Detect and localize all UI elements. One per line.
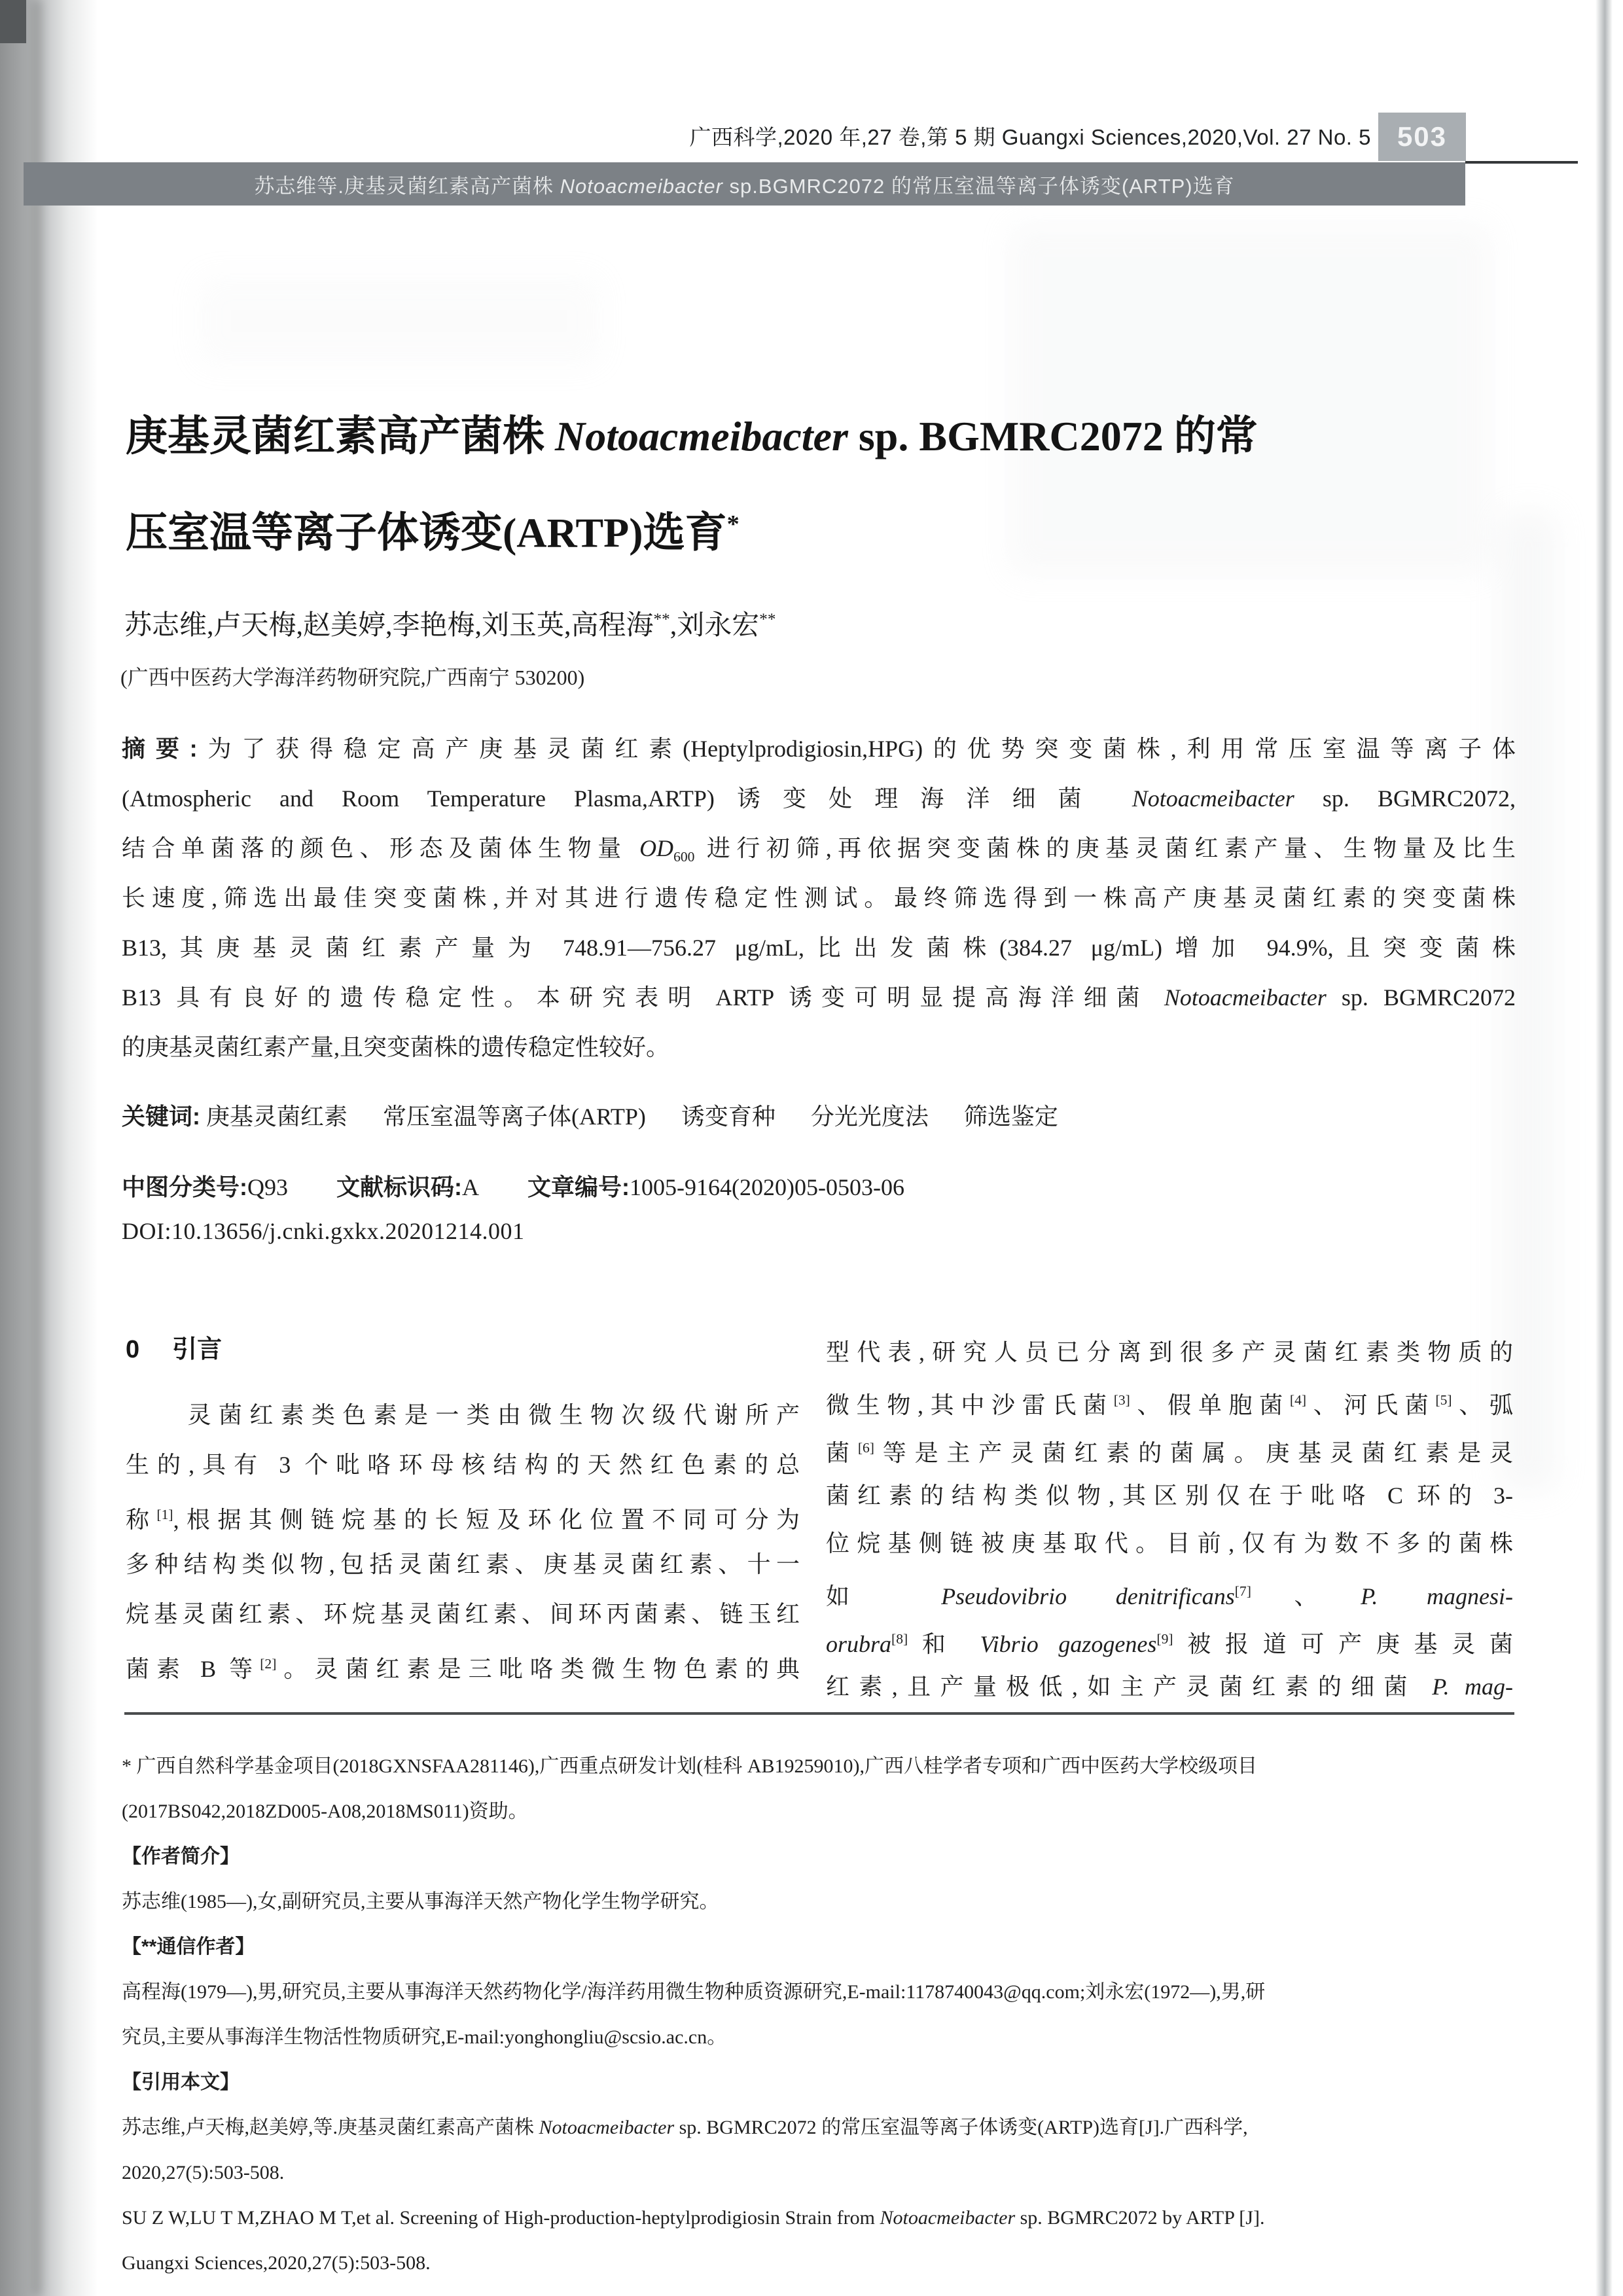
body-line: 微生物,其中沙雷氏菌[3]、假单胞菌[4]、河氏菌[5]、弧	[826, 1392, 1513, 1418]
body-right-column	[826, 1329, 1513, 1711]
scan-corner-mark	[0, 0, 26, 43]
keywords-items	[206, 1103, 1094, 1130]
body-line: 称[1],根据其侧链烷基的长短及环化位置不同可分为	[126, 1507, 800, 1533]
header-rule	[1465, 161, 1578, 164]
abstract-line: 结合单菌落的颜色、形态及菌体生物量 $OD_{600}$ 进行初筛,再依据突变菌株的庚基灵菌红素产量、生物量及比生	[122, 835, 1516, 865]
footnotes-block	[122, 1744, 1522, 2286]
footnote-line: 苏志维,卢天梅,赵美婷,等.庚基灵菌红素高产菌株 Notoacmeibacter sp. BGMRC2072 的常压室温等离子体诱变(ARTP)选育[J].广西科学,	[122, 2117, 1248, 2138]
keywords-label: 关键词:	[122, 1103, 200, 1130]
abstract-line: 长速度,筛选出最佳突变菌株,并对其进行遗传稳定性测试。最终筛选得到一株高产庚基灵菌红素的突变菌株	[122, 885, 1516, 911]
header-journal-line: 广西科学,2020 年,27 卷,第 5 期 Guangxi Sciences,2020,Vol. 27 No. 5	[689, 125, 1371, 149]
footnote-line: SU Z W,LU T M,ZHAO M T,et al. Screening of High-production-heptylprodigiosin Strain from Notoacmeibacter sp. BGMRC2072 by ARTP [J].	[122, 2207, 1265, 2229]
keywords-line	[122, 1092, 1516, 1141]
footnote-line: (2017BS042,2018ZD005-A08,2018MS011)资助。	[122, 1801, 528, 1822]
body-line: 灵菌红素类色素是一类由微生物次级代谢所产	[126, 1402, 800, 1428]
body-line: 位烷基侧链被庚基取代。目前,仅有为数不多的菌株	[826, 1530, 1513, 1556]
section-title: 引言	[172, 1336, 223, 1363]
abstract-line: B13 具有良好的遗传稳定性。本研究表明 ARTP 诱变可明显提高海洋细菌 Notoacmeibacter sp. BGMRC2072	[122, 984, 1516, 1011]
abstract-line: B13,其庚基灵菌红素产量为 748.91—756.27 μg/mL,比出发菌株(384.27 μg/mL)增加 94.9%,且突变菌株	[122, 935, 1516, 961]
body-left-column	[126, 1390, 800, 1689]
running-head-text: 苏志维等.庚基灵菌红素高产菌株 Notoacmeibacter sp.BGMRC2072 的常压室温等离子体诱变(ARTP)选育	[254, 174, 1235, 198]
body-line: 菌红素的结构类似物,其区别仅在于吡咯 C 环的 3-	[826, 1482, 1513, 1509]
affiliation-line: (广西中医药大学海洋药物研究院,广西南宁 530200)	[120, 666, 585, 689]
section-number: 0	[126, 1336, 140, 1363]
article-title	[126, 393, 1513, 577]
scan-left-shadow	[0, 0, 98, 2296]
body-line: 如 Pseudovibrio denitrificans[7]、P. magnesi-	[826, 1583, 1513, 1609]
scan-right-page-edge	[1596, 0, 1613, 2296]
keyword-item: 筛选鉴定	[963, 1103, 1058, 1130]
footnote-line: 【引用本文】	[122, 2072, 240, 2093]
title-line-2: 压室温等离子体诱变(ARTP)选育*	[126, 509, 740, 556]
running-head-bar	[24, 162, 1465, 206]
meta-line: 中图分类号:Q93 文献标识码:A 文章编号:1005-9164(2020)05-0503-06	[122, 1174, 904, 1200]
title-line-1: 庚基灵菌红素高产菌株 Notoacmeibacter sp. BGMRC2072 的常	[126, 413, 1258, 459]
body-line: 烷基灵菌红素、环烷基灵菌红素、间环丙菌素、链玉红	[126, 1601, 800, 1627]
body-line: 多种结构类似物,包括灵菌红素、庚基灵菌红素、十一	[126, 1551, 800, 1577]
keyword-item: 分光光度法	[810, 1103, 929, 1130]
abstract-block	[122, 724, 1516, 1072]
footnote-line: 2020,27(5):503-508.	[122, 2162, 285, 2183]
abstract-line: 的庚基灵菌红素产量,且突变菌株的遗传稳定性较好。	[122, 1034, 670, 1060]
footnote-line: 高程海(1979—),男,研究员,主要从事海洋天然药物化学/海洋药用微生物种质资源研究,E-mail:1178740043@qq.com;刘永宏(1972—),男,研	[122, 1981, 1266, 2003]
bleed-artifact	[196, 275, 602, 367]
footnote-rule	[124, 1712, 1514, 1715]
footnote-line: Guangxi Sciences,2020,27(5):503-508.	[122, 2252, 431, 2274]
scan-spine-line	[31, 0, 42, 2296]
keyword-item: 诱变育种	[681, 1103, 776, 1130]
page-number-badge: 503	[1378, 113, 1466, 161]
keyword-item: 常压室温等离子体(ARTP)	[383, 1103, 646, 1130]
footnote-line: 【**通信作者】	[122, 1936, 255, 1958]
authors-line: 苏志维,卢天梅,赵美婷,李艳梅,刘玉英,高程海**,刘永宏**	[124, 611, 776, 641]
section-heading	[126, 1329, 222, 1365]
abstract-line: (Atmospheric and Room Temperature Plasma,ARTP)诱变处理海洋细菌 Notoacmeibacter sp. BGMRC2072,	[122, 785, 1516, 812]
body-line: 生的,具有 3 个吡咯环母核结构的天然红色素的总	[126, 1452, 800, 1478]
footnote-line: 【作者简介】	[122, 1846, 240, 1867]
body-line: orubra[8]和 Vibrio gazogenes[9]被报道可产庚基灵菌	[826, 1631, 1513, 1657]
keyword-item: 庚基灵菌红素	[206, 1103, 348, 1130]
doi-line: DOI:10.13656/j.cnki.gxkx.20201214.001	[122, 1218, 525, 1244]
footnote-line: * 广西自然科学基金项目(2018GXNSFAA281146),广西重点研发计划(桂科 AB19259010),广西八桂学者专项和广西中医药大学校级项目	[122, 1755, 1257, 1777]
body-line: 型代表,研究人员已分离到很多产灵菌红素类物质的	[826, 1339, 1513, 1365]
footnote-line: 苏志维(1985—),女,副研究员,主要从事海洋天然产物化学生物学研究。	[122, 1891, 719, 1912]
body-line: 红素,且产量极低,如主产灵菌红素的细菌 P. mag-	[826, 1674, 1513, 1700]
abstract-line: 摘要:为了获得稳定高产庚基灵菌红素(Heptylprodigiosin,HPG)的优势突变菌株,利用常压室温等离子体	[122, 735, 1516, 762]
body-line: 菌[6]等是主产灵菌红素的菌属。庚基灵菌红素是灵	[826, 1440, 1513, 1466]
body-line: 菌素 B 等[2]。灵菌红素是三吡咯类微生物色素的典	[126, 1656, 800, 1682]
footnote-line: 究员,主要从事海洋生物活性物质研究,E-mail:yonghongliu@scsio.ac.cn。	[122, 2026, 727, 2048]
